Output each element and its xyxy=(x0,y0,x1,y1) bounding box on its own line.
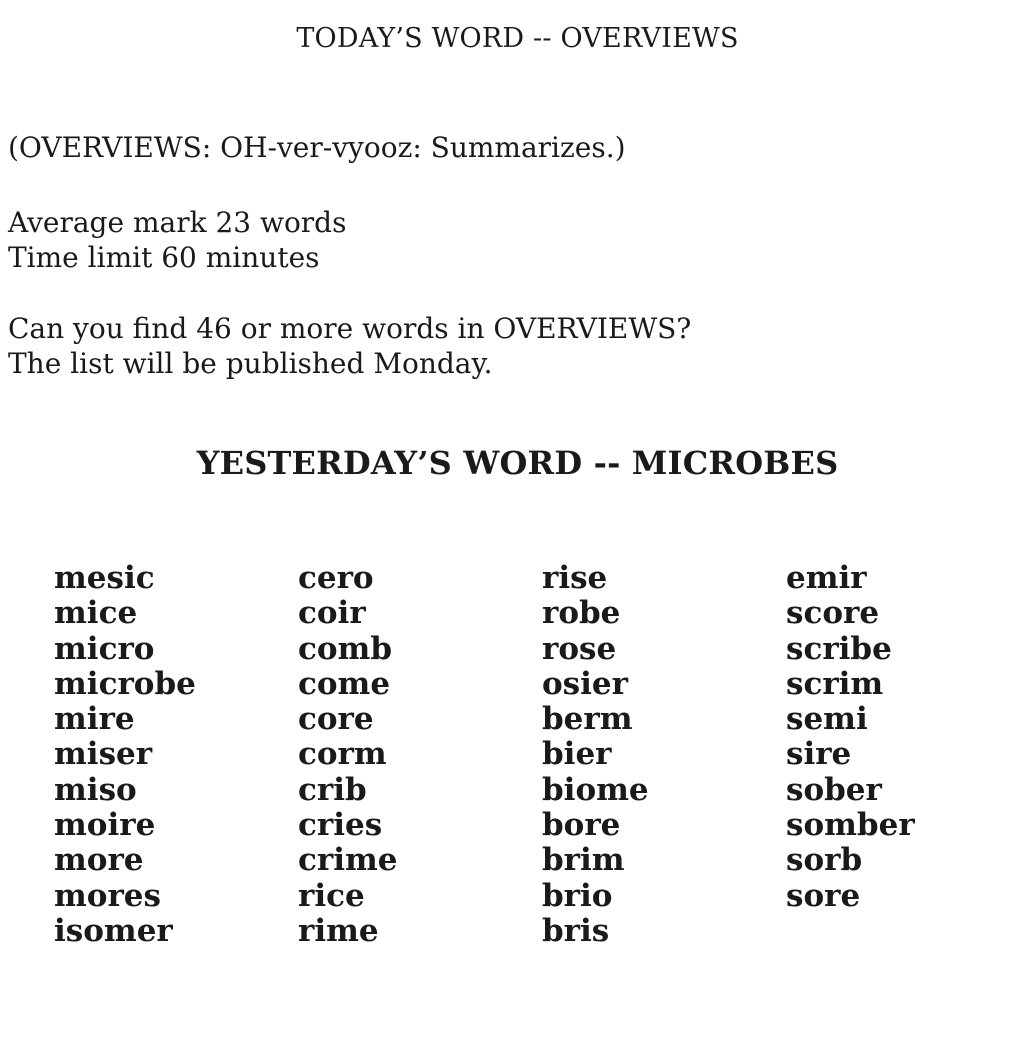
word-list-item: scrim xyxy=(786,665,884,702)
word-list-item: rise xyxy=(542,560,608,596)
word-list-item: mire xyxy=(54,701,135,738)
word-list-item: come xyxy=(298,665,391,702)
word-list-item: berm xyxy=(542,701,633,738)
word-list-item: emir xyxy=(786,560,867,596)
word-list-item: coir xyxy=(298,595,366,632)
word-list-item: microbe xyxy=(54,665,196,702)
word-list-item: score xyxy=(786,595,880,632)
word-column-2 xyxy=(298,561,542,949)
word-definition: (OVERVIEWS: OH-ver-vyooz: Summarizes.) xyxy=(8,131,626,164)
word-list-item: biome xyxy=(542,771,649,808)
word-list-item: crime xyxy=(298,842,398,879)
word-list-item: moire xyxy=(54,807,156,844)
word-list-item: sober xyxy=(786,771,882,808)
word-list-item: rime xyxy=(298,912,379,949)
todays-word-title: TODAY’S WORD -- OVERVIEWS xyxy=(296,23,739,54)
word-list-item: bris xyxy=(542,912,610,949)
word-list-item: sore xyxy=(786,877,861,914)
word-list-item: scribe xyxy=(786,630,892,667)
publish-note: The list will be published Monday. xyxy=(8,347,493,380)
word-column-4 xyxy=(786,561,1030,949)
word-list-item: bore xyxy=(542,807,621,844)
word-list-item: robe xyxy=(542,595,621,632)
word-list-item: mesic xyxy=(54,560,155,596)
word-list-item: comb xyxy=(298,630,393,667)
word-list-item: sire xyxy=(786,736,852,773)
word-list-item: rose xyxy=(542,630,617,667)
word-list-item: cries xyxy=(298,807,383,844)
word-list-item: mores xyxy=(54,877,161,914)
word-list-item: isomer xyxy=(54,912,173,949)
word-list-item: osier xyxy=(542,665,628,702)
word-list-item: semi xyxy=(786,701,868,738)
word-list-item: brio xyxy=(542,877,613,914)
word-list-item: rice xyxy=(298,877,365,914)
word-list-item: sorb xyxy=(786,842,863,879)
word-column-1 xyxy=(54,561,298,949)
word-list-item: somber xyxy=(786,807,915,844)
word-list-item: core xyxy=(298,701,374,738)
word-list-item: micro xyxy=(54,630,155,667)
challenge-question: Can you find 46 or more words in OVERVIEWS? xyxy=(8,312,692,345)
word-list-item: bier xyxy=(542,736,612,773)
puzzle-stats xyxy=(8,205,346,275)
word-list-item: cero xyxy=(298,560,374,596)
word-list-item: miser xyxy=(54,736,153,773)
word-column-3 xyxy=(542,561,786,949)
yesterdays-word-title: YESTERDAY’S WORD -- MICROBES xyxy=(196,444,839,482)
challenge-text xyxy=(8,311,691,381)
word-list-grid xyxy=(54,561,1030,949)
word-list-item: brim xyxy=(542,842,625,879)
word-list-item: miso xyxy=(54,771,137,808)
word-list-item: crib xyxy=(298,771,367,808)
word-list-item: more xyxy=(54,842,144,879)
time-limit: Time limit 60 minutes xyxy=(8,241,320,274)
average-mark: Average mark 23 words xyxy=(8,206,347,239)
word-list-item: mice xyxy=(54,595,138,632)
word-list-item: corm xyxy=(298,736,387,773)
